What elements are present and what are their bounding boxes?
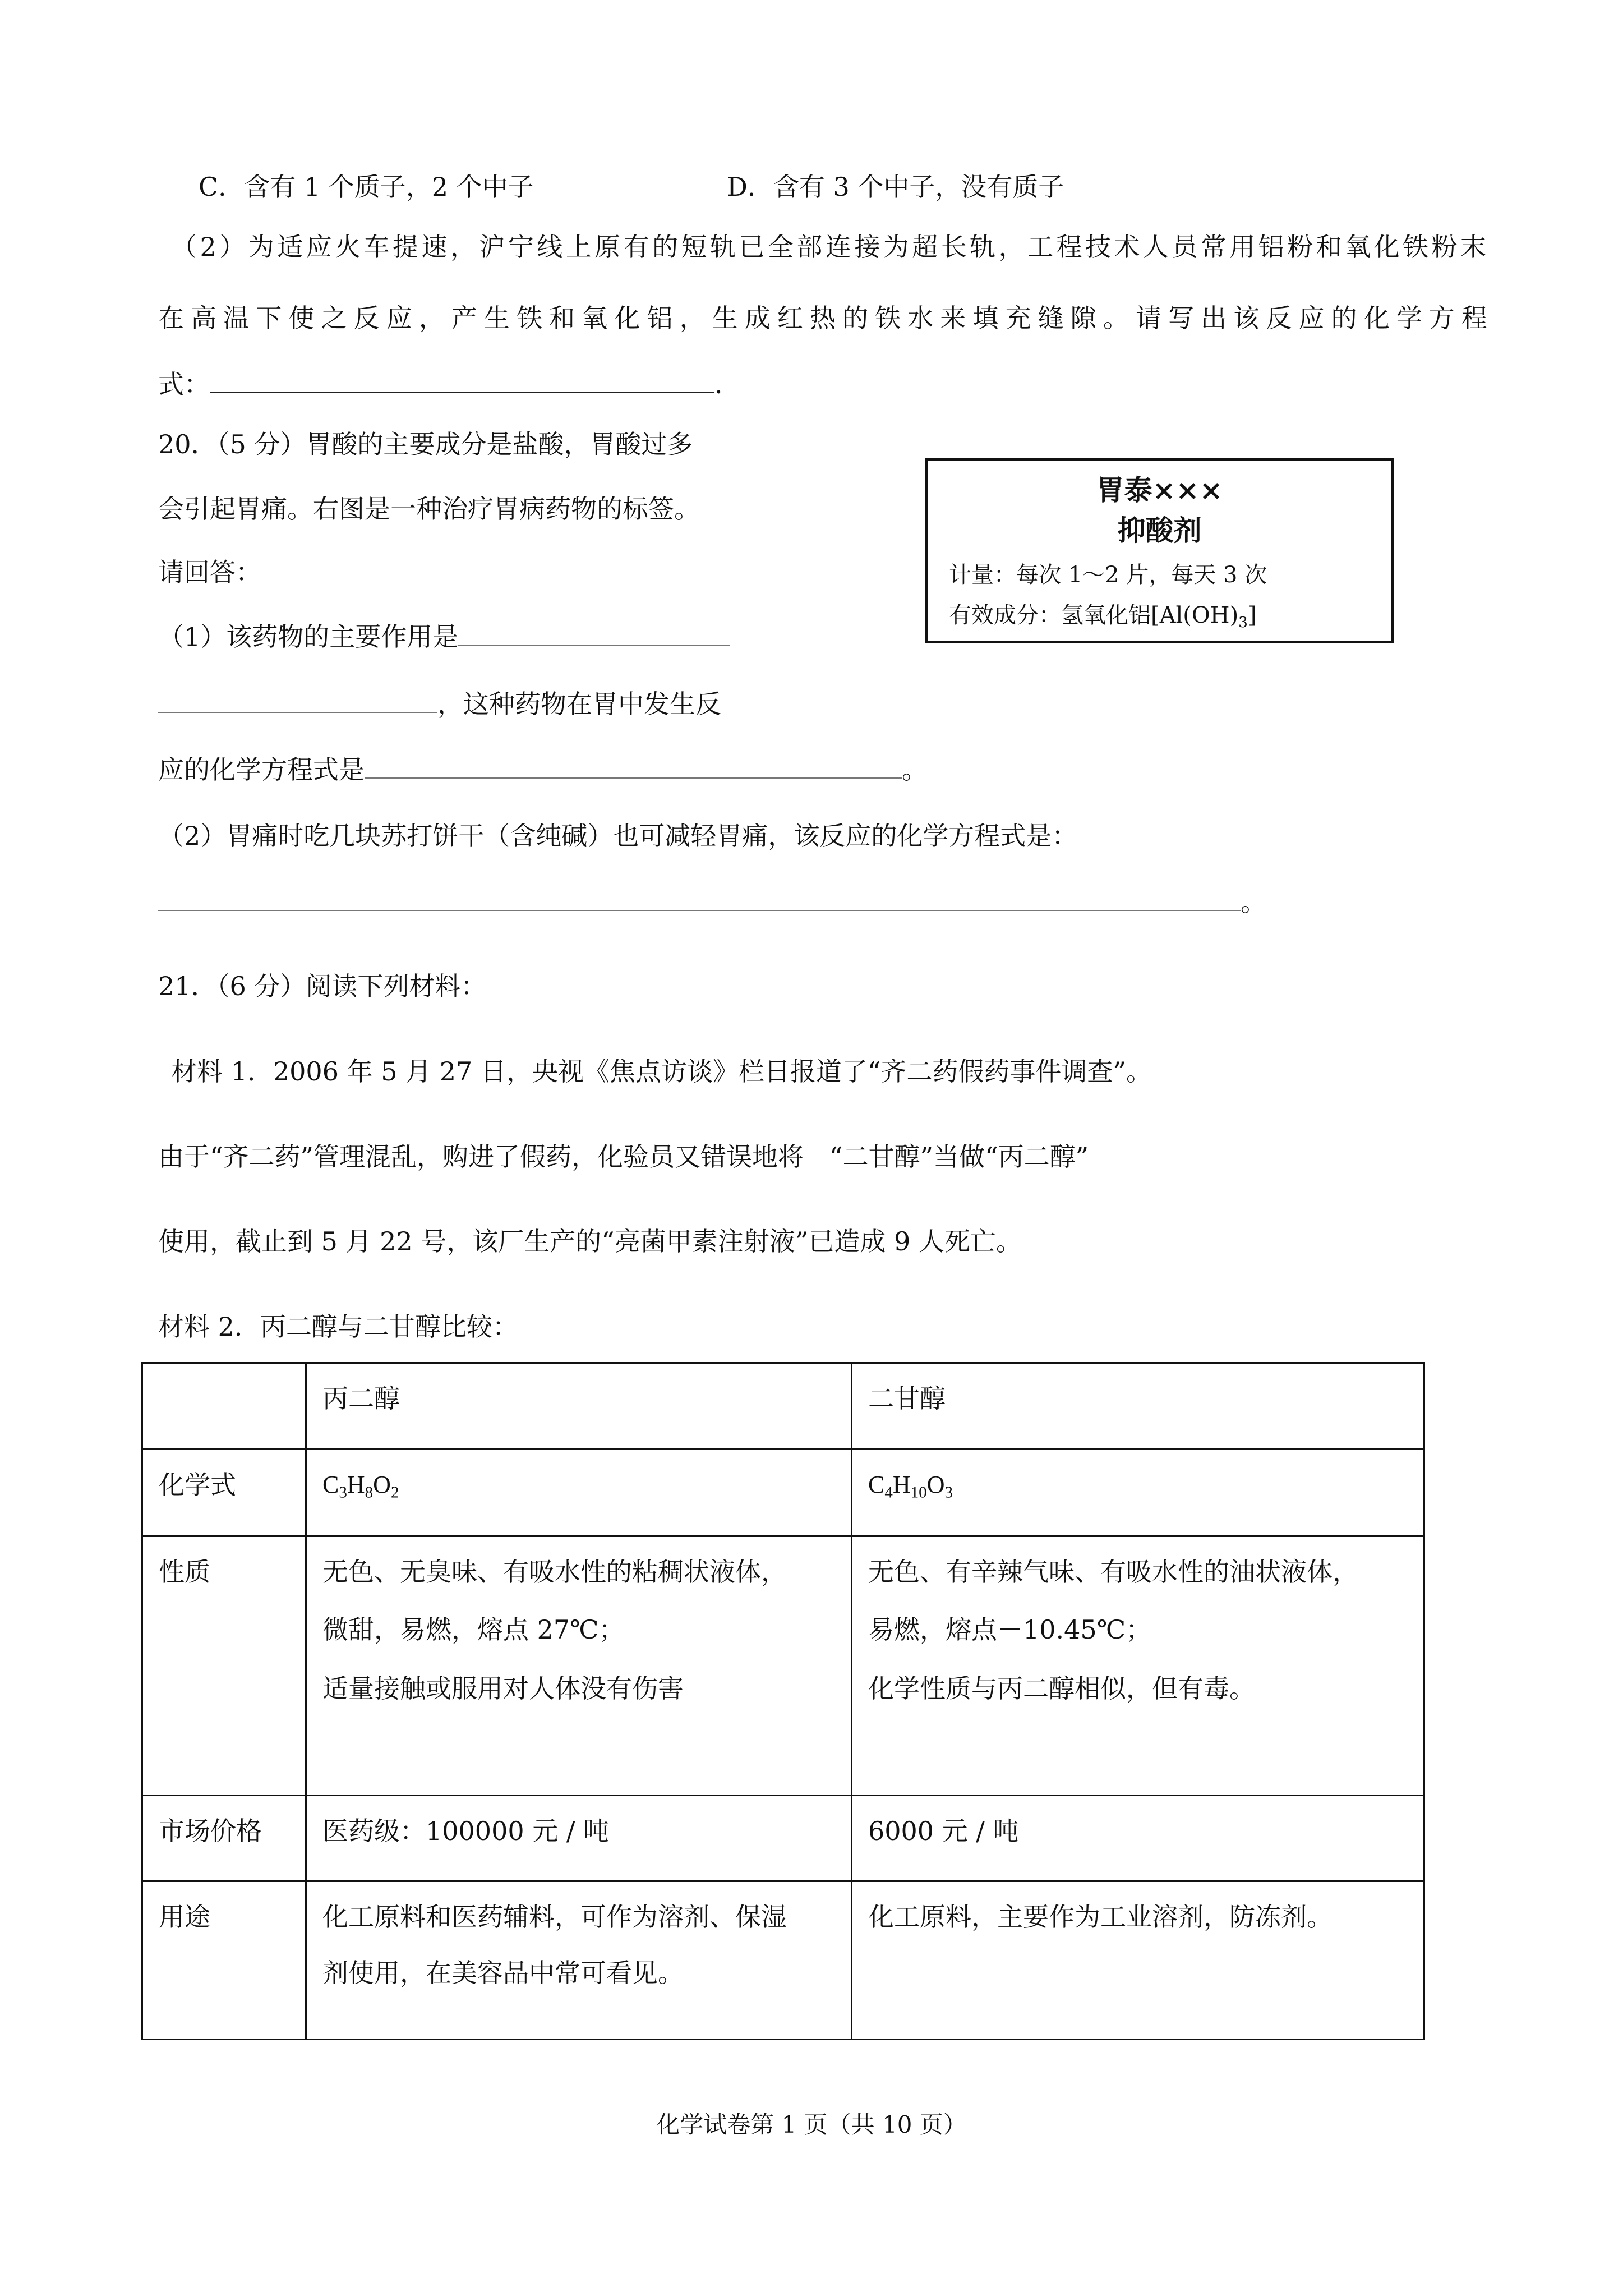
label-dosage: 计量：每次 1～2 片，每天 3 次 [949, 562, 1267, 588]
option-c: C．含有 1 个质子，2 个中子 [199, 172, 534, 202]
page-footer: 化学试卷第 1 页（共 10 页） [656, 2111, 967, 2138]
label-brand: 胃泰××× [1096, 473, 1223, 507]
row-label-use: 用途 [142, 1881, 306, 2040]
property-diethylene-glycol: 无色、有辛辣气味、有吸水性的油状液体， 易燃，熔点－10.45℃； 化学性质与丙二醇相似，但有毒。 [852, 1536, 1424, 1796]
table-row [142, 1536, 1424, 1796]
q20-line2: 会引起胃痛。右图是一种治疗胃病药物的标签。 [158, 494, 700, 524]
row-label-price: 市场价格 [142, 1796, 306, 1881]
q20-part1-line3 [158, 753, 928, 786]
header-diethylene-glycol: 二甘醇 [852, 1363, 1424, 1450]
answer-blank[interactable] [458, 639, 730, 646]
answer-blank[interactable] [365, 772, 902, 779]
q20-line1: 20．（5 分）胃酸的主要成分是盐酸，胃酸过多 [158, 429, 693, 459]
material1-line1: 材料 1．2006 年 5 月 27 日，央视《焦点访谈》栏日报道了“齐二药假药事件调查”。 [171, 1056, 1152, 1087]
label-ingredient: 有效成分：氢氧化铝$[Al(OH)_3]$ [949, 602, 1257, 631]
answer-blank[interactable] [158, 706, 437, 713]
table-row [142, 1450, 1424, 1536]
comparison-table [141, 1362, 1425, 2040]
formula-diethylene-glycol: $C_4H_{10}O_3$ [852, 1450, 1424, 1536]
price-propylene-glycol: 医药级：100000 元 / 吨 [306, 1796, 852, 1881]
answer-suffix: . [714, 369, 723, 399]
q20-part1-line3-suffix: 。 [902, 754, 928, 785]
property-propylene-glycol: 无色、无臭味、有吸水性的粘稠状液体， 微甜，易燃，熔点 27℃； 适量接触或服用对人体没有伤害 [306, 1536, 852, 1796]
option-d: D．含有 3 个中子，没有质子 [727, 172, 1064, 202]
price-diethylene-glycol: 6000 元 / 吨 [852, 1796, 1424, 1881]
q21-heading: 21．（6 分）阅读下列材料： [158, 971, 487, 1001]
material1-line2: 由于“齐二药”管理混乱，购进了假药，化验员又错误地将 “二甘醇”当做“丙二醇” [158, 1142, 1089, 1172]
medicine-label [925, 458, 1394, 643]
header-propylene-glycol: 丙二醇 [306, 1363, 852, 1450]
q20-part1-line2 [158, 687, 721, 721]
table-row [142, 1796, 1424, 1881]
q19-part2-line2: 在高温下使之反应，产生铁和氧化铝，生成红热的铁水来填充缝隙。请写出该反应的化学方程 [158, 303, 1487, 333]
label-type: 抑酸剂 [1117, 514, 1202, 547]
q20-part1-prefix: （1）该药物的主要作用是 [158, 622, 459, 652]
formula-propylene-glycol: $C_3H_8O_2$ [306, 1450, 852, 1536]
material1-line3: 使用，截止到 5 月 22 号，该厂生产的“亮菌甲素注射液”已造成 9 人死亡。 [158, 1226, 1022, 1257]
q20-part1-line1 [158, 620, 730, 654]
answer-blank[interactable] [210, 386, 714, 393]
q20-part2-end: 。 [1241, 887, 1266, 917]
row-label-formula: 化学式 [142, 1450, 306, 1536]
q20-part2-line: （2）胃痛时吃几块苏打饼干（含纯碱）也可减轻胃痛，该反应的化学方程式是： [158, 821, 1078, 851]
table-row [142, 1881, 1424, 2040]
q20-line3: 请回答： [158, 557, 261, 587]
q19-part2-line3 [158, 367, 723, 401]
use-propylene-glycol: 化工原料和医药辅料，可作为溶剂、保湿 剂使用，在美容品中常可看见。 [306, 1881, 852, 2040]
row-label-property: 性质 [142, 1536, 306, 1796]
use-diethylene-glycol: 化工原料，主要作为工业溶剂，防冻剂。 [852, 1881, 1424, 2040]
answer-prefix: 式： [158, 369, 210, 399]
material2-heading: 材料 2．丙二醇与二甘醇比较： [158, 1312, 518, 1342]
table-header-row [142, 1363, 1424, 1450]
q20-part1-line2-suffix: ，这种药物在胃中发生反 [437, 689, 721, 719]
q20-part2-answer [158, 885, 1266, 919]
q20-part1-line3-prefix: 应的化学方程式是 [158, 754, 365, 785]
header-empty [142, 1363, 306, 1450]
q19-part2-line1: （2）为适应火车提速，沪宁线上原有的短轨已全部连接为超长轨，工程技术人员常用铝粉和氧化铁粉末 [171, 232, 1486, 262]
answer-blank[interactable] [158, 904, 1241, 911]
